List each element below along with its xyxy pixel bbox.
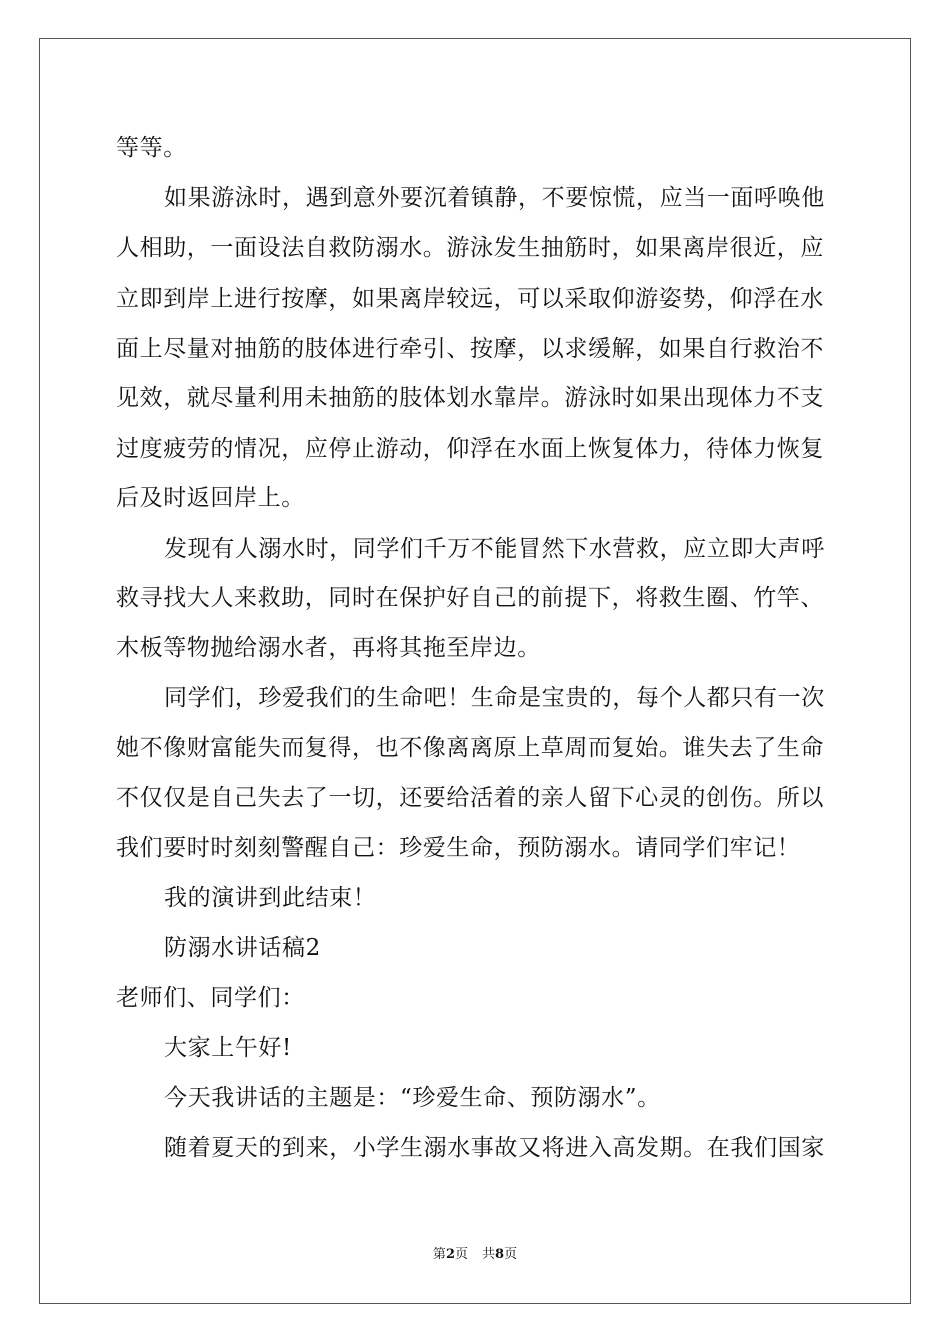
footer-total-suffix: 页 [504, 1247, 518, 1262]
text-line: 今天我讲话的主题是：“珍爱生命、预防溺水”。 [164, 1085, 661, 1111]
footer-page-suffix: 页 [454, 1247, 468, 1262]
section-heading: 防溺水讲话稿2 [164, 935, 321, 961]
text-line: 等等。 [116, 135, 187, 161]
text-line: 如果游泳时，遇到意外要沉着镇静，不要惊慌，应当一面呼唤他 [164, 185, 825, 211]
footer-page-prefix: 第 [432, 1247, 446, 1262]
text-line: 面上尽量对抽筋的肢体进行牵引、按摩，以求缓解，如果自行救治不 [116, 336, 824, 362]
footer-total-prefix: 共 [482, 1247, 496, 1262]
text-line: 发现有人溺水时，同学们千万不能冒然下水营救，应立即大声呼 [164, 536, 825, 562]
text-line: 随着夏天的到来，小学生溺水事故又将进入高发期。在我们国家 [164, 1135, 825, 1161]
page-frame [39, 38, 911, 1304]
text-line: 我们要时时刻刻警醒自己：珍爱生命，预防溺水。请同学们牢记！ [116, 835, 801, 861]
text-line: 见效，就尽量利用未抽筋的肢体划水靠岸。游泳时如果出现体力不支 [116, 385, 824, 411]
text-line: 过度疲劳的情况，应停止游动，仰浮在水面上恢复体力，待体力恢复 [116, 436, 824, 462]
text-line: 大家上午好! [164, 1035, 292, 1061]
text-line: 她不像财富能失而复得，也不像离离原上草周而复始。谁失去了生命 [116, 735, 824, 761]
text-line: 救寻找大人来救助，同时在保护好自己的前提下，将救生圈、竹竿、 [116, 585, 824, 611]
text-line: 不仅仅是自己失去了一切，还要给活着的亲人留下心灵的创伤。所以 [116, 785, 824, 811]
salutation: 老师们、同学们： [116, 985, 305, 1011]
text-line: 立即到岸上进行按摩，如果离岸较远，可以采取仰游姿势，仰浮在水 [116, 286, 824, 312]
text-line: 木板等物抛给溺水者，再将其拖至岸边。 [116, 635, 541, 661]
footer-total-number: 8 [495, 1247, 505, 1262]
page-footer [0, 1246, 950, 1264]
text-line: 同学们，珍爱我们的生命吧！生命是宝贵的，每个人都只有一次 [164, 685, 825, 711]
text-line: 人相助，一面设法自救防溺水。游泳发生抽筋时，如果离岸很近，应 [116, 235, 824, 261]
text-line: 后及时返回岸上。 [116, 485, 305, 511]
text-line: 我的演讲到此结束！ [164, 885, 377, 911]
footer-page-number: 2 [445, 1247, 455, 1262]
